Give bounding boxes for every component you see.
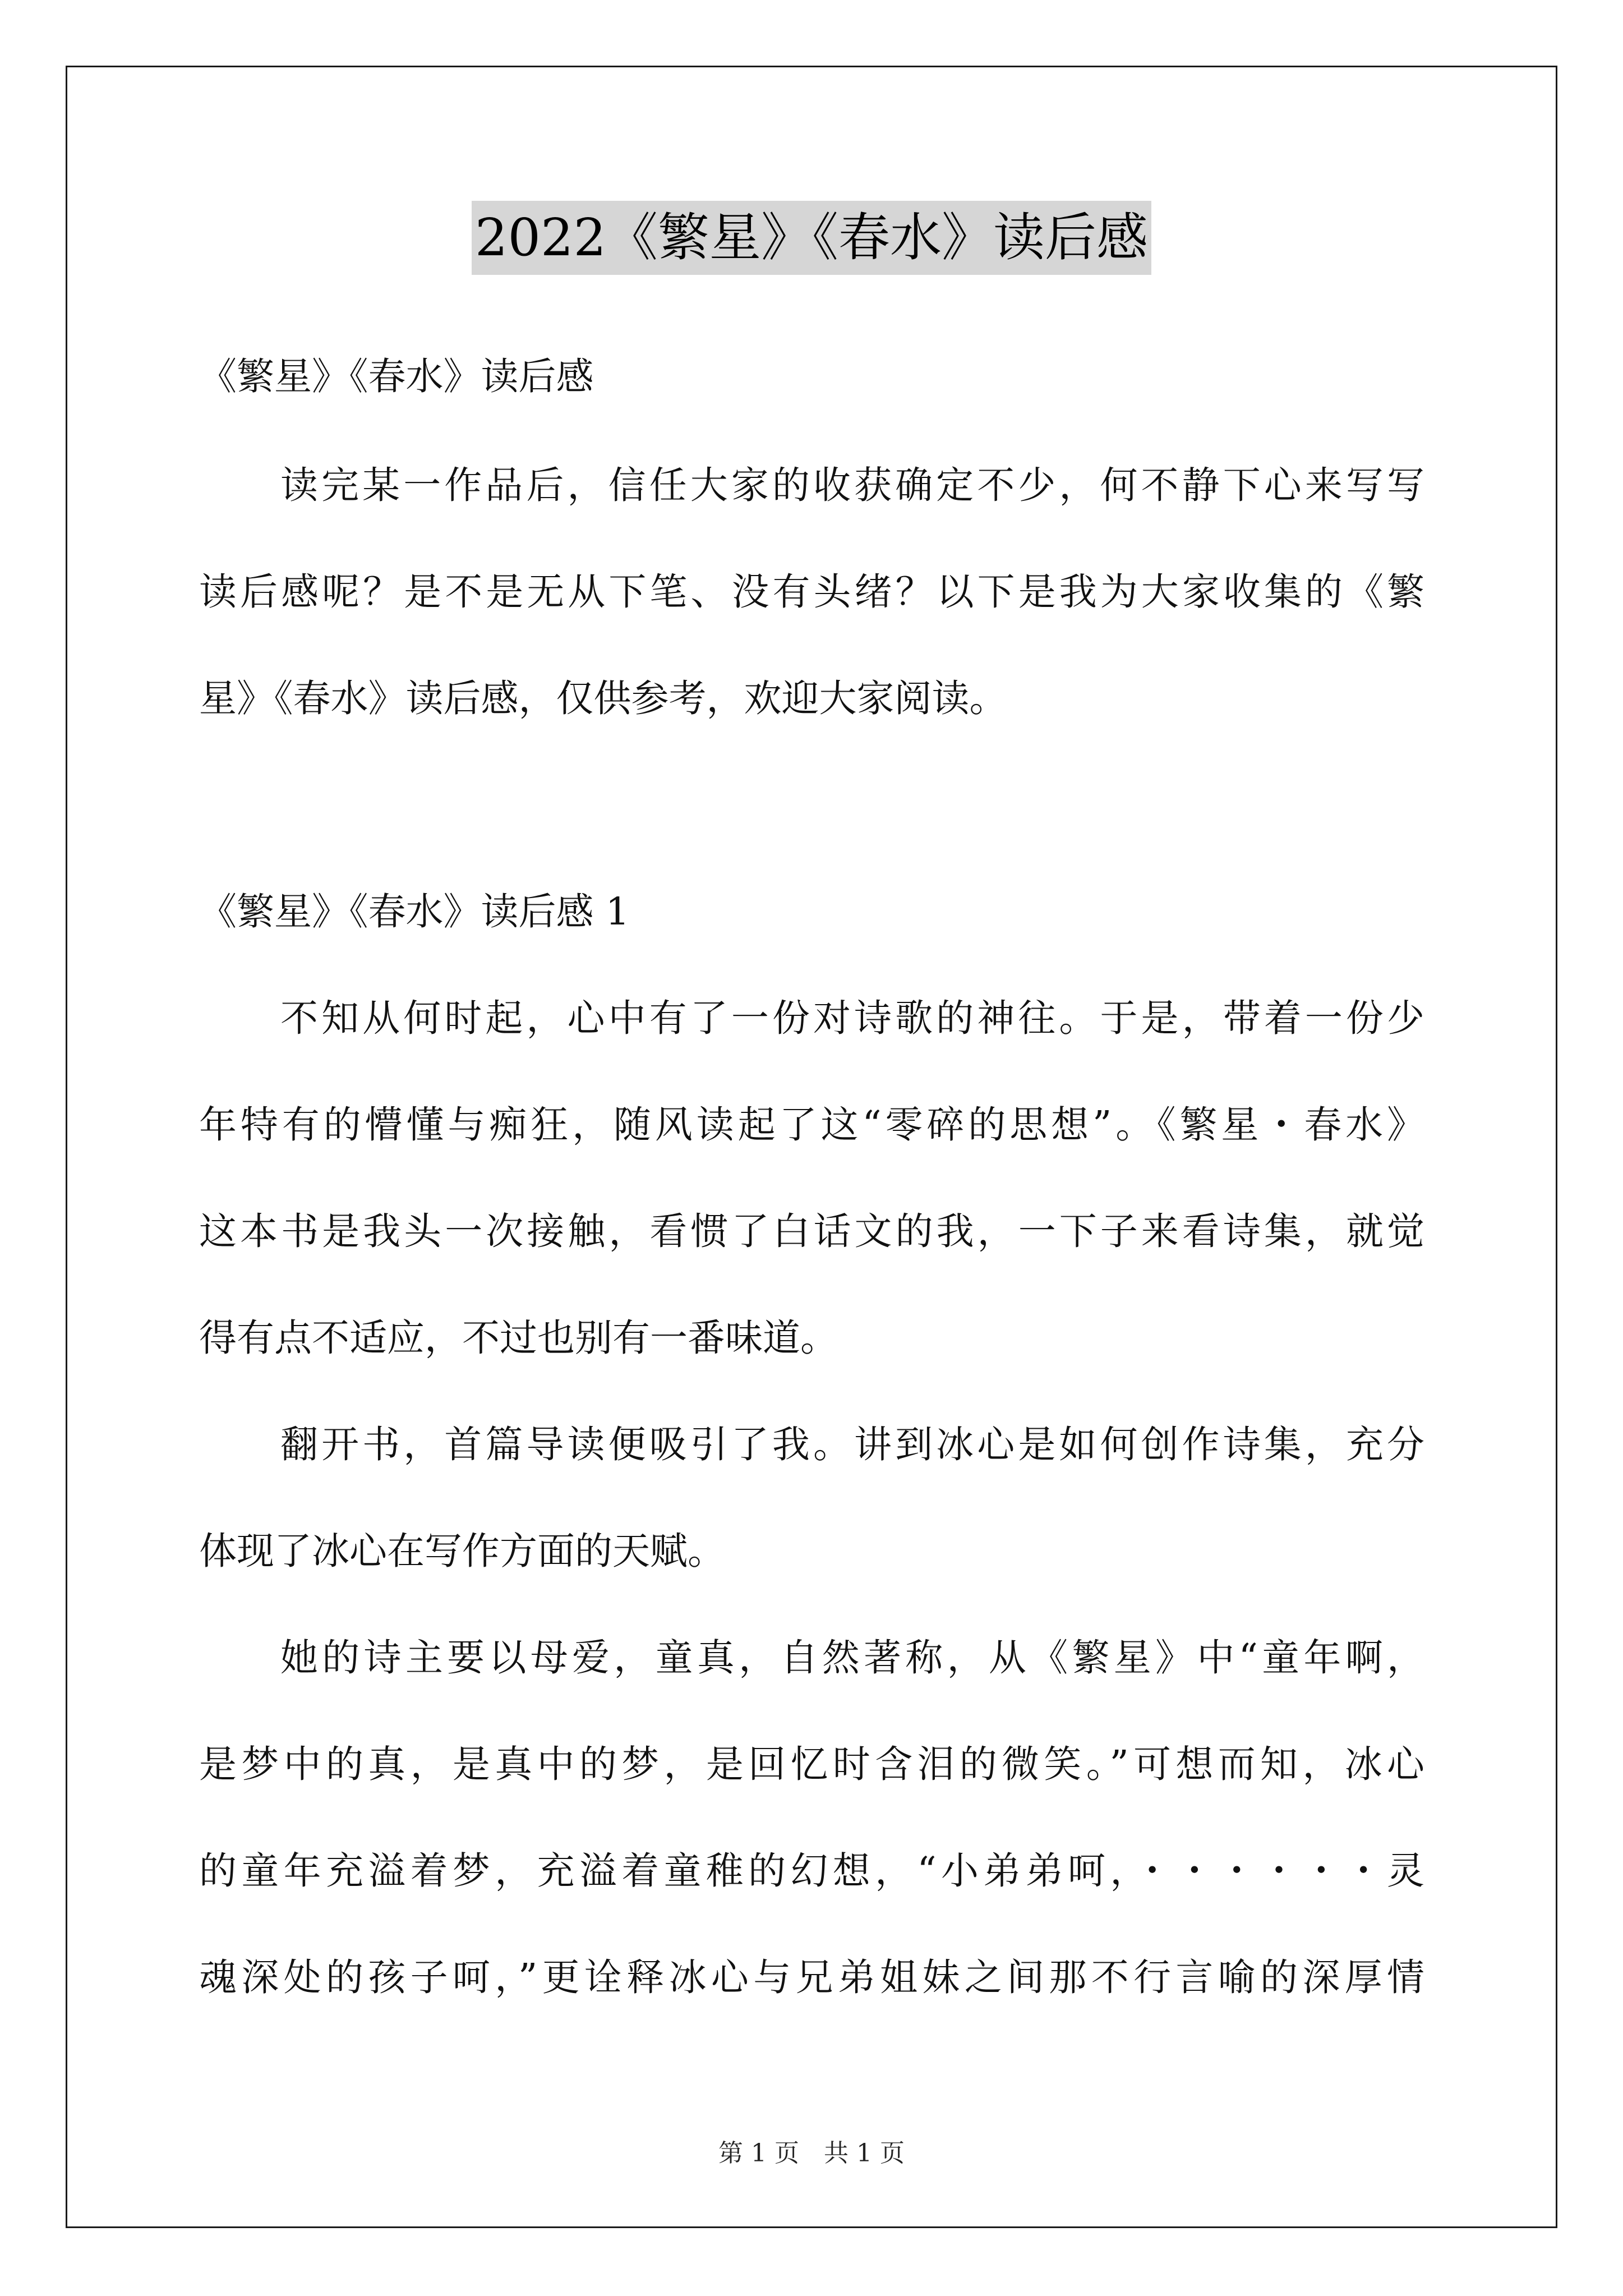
intro-line: 星》《春水》读后感，仅供参考，欢迎大家阅读。 — [199, 677, 1007, 720]
paragraph-line: 体现了冰心在写作方面的天赋。 — [199, 1529, 725, 1573]
paragraph-line: 不知从何时起，心中有了一份对诗歌的神往。于是，带着一份少 — [280, 996, 1424, 1040]
paragraph-line: 是梦中的真，是真中的梦，是回忆时含泪的微笑。”可想而知，冰心 — [199, 1742, 1424, 1786]
paragraph-line: 她的诗主要以母爱，童真，自然著称，从《繁星》中“童年啊， — [280, 1636, 1424, 1680]
section-heading: 《繁星》《春水》读后感 1 — [199, 890, 630, 933]
intro-heading: 《繁星》《春水》读后感 — [199, 355, 594, 398]
intro-line: 读后感呢？是不是无从下笔、没有头绪？以下是我为大家收集的《繁 — [199, 570, 1424, 614]
title-container — [0, 201, 1623, 275]
paragraph-line: 魂深处的孩子呵，”更诠释冰心与兄弟姐妹之间那不行言喻的深厚情 — [199, 1955, 1424, 1999]
document-title: 2022《繁星》《春水》读后感 — [472, 201, 1151, 275]
page-footer: 第 1 页 共 1 页 — [718, 2139, 905, 2168]
paragraph-line: 的童年充溢着梦，充溢着童稚的幻想，“小弟弟呵，・・・・・・灵 — [199, 1849, 1424, 1893]
paragraph-line: 年特有的懵懂与痴狂，随风读起了这“零碎的思想”。《繁星・春水》 — [199, 1103, 1424, 1147]
intro-line: 读完某一作品后，信任大家的收获确定不少，何不静下心来写写 — [280, 463, 1424, 507]
paragraph-line: 得有点不适应，不过也别有一番味道。 — [199, 1316, 838, 1360]
paragraph-line: 这本书是我头一次接触，看惯了白话文的我，一下子来看诗集，就觉 — [199, 1209, 1424, 1253]
paragraph-line: 翻开书，首篇导读便吸引了我。讲到冰心是如何创作诗集，充分 — [280, 1423, 1424, 1466]
